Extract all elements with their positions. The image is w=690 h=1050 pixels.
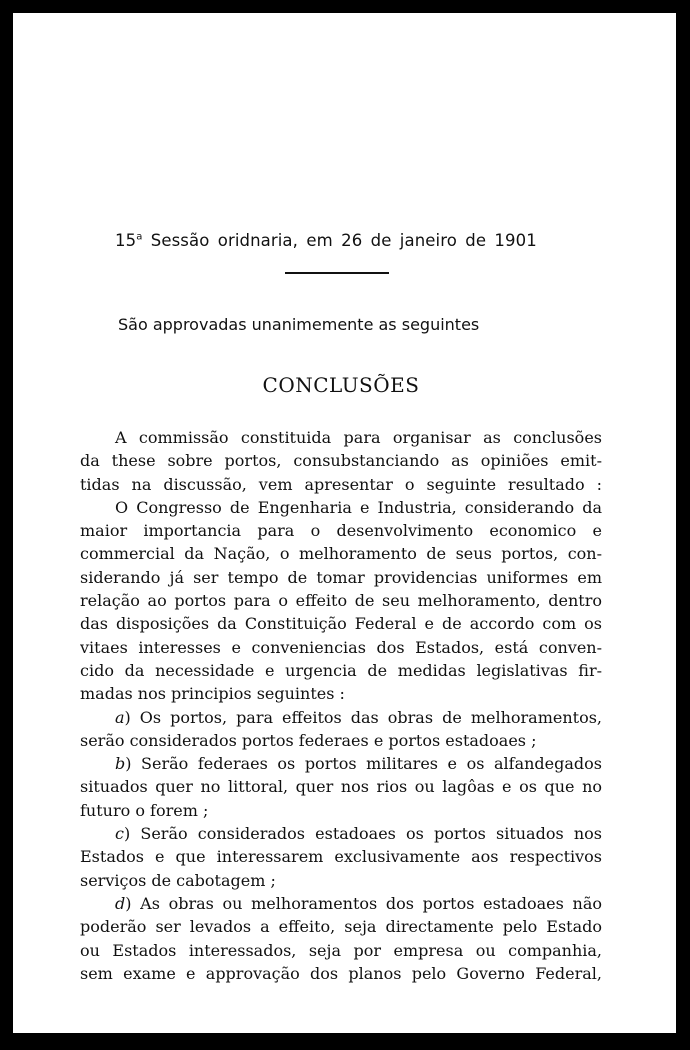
body-text (80, 426, 602, 985)
body-line: serão considerados portos federaes e portos estadoaes ; (80, 730, 537, 750)
body-line: siderando já ser tempo de tomar providencias uniformes em (80, 567, 602, 587)
body-line: futuro o forem ; (80, 800, 209, 820)
body-line: relação ao portos para o effeito de seu melhoramento, dentro (80, 591, 602, 611)
body-line: commercial da Nação, o melhoramento de seus portos, con- (80, 544, 602, 564)
body-line: a) Os portos, para effeitos das obras de melhoramentos, (115, 707, 602, 727)
body-line: ou Estados interessados, seja por empresa ou companhia, (80, 940, 602, 960)
body-line: cido da necessidade e urgencia de medidas legislativas fir- (80, 660, 602, 680)
intro-sentence: São approvadas unanimemente as seguintes (118, 315, 480, 334)
session-number: 15 (115, 231, 137, 250)
body-line: vitaes interesses e conveniencias dos Estados, está conven- (80, 637, 602, 657)
body-line: da these sobre portos, consubstanciando as opiniões emit- (80, 451, 602, 471)
document-page (13, 13, 676, 1033)
section-heading: CONCLUSÕES (262, 373, 420, 397)
body-line: A commissão constituida para organisar as conclusões (115, 428, 602, 447)
body-line: sem exame e approvação dos planos pelo Governo Federal, (80, 963, 602, 983)
body-line: b) Serão federaes os portos militares e os alfandegados (115, 754, 602, 774)
body-line: Estados e que interessarem exclusivamente aos respectivos (80, 847, 602, 867)
body-line: d) As obras ou melhoramentos dos portos estadoaes não (115, 893, 602, 913)
body-line: poderão ser levados a effeito, seja directamente pelo Estado (80, 917, 602, 937)
body-line: madas nos principios seguintes : (80, 684, 345, 704)
session-title-text: Sessão oridnaria, em 26 de janeiro de 1901 (142, 231, 537, 250)
body-line: das disposições da Constituição Federal e de accordo com os (80, 614, 602, 634)
body-line: maior importancia para o desenvolvimento economico e (80, 521, 602, 541)
body-line: c) Serão considerados estadoaes os portos situados nos (115, 824, 602, 844)
divider-rule (285, 272, 389, 274)
body-line: situados quer no littoral, quer nos rios ou lagôas e os que no (80, 777, 602, 797)
session-ordinal-superscript: a (136, 231, 143, 243)
body-line: O Congresso de Engenharia e Industria, considerando da (115, 497, 602, 517)
body-line: tidas na discussão, vem apresentar o seguinte resultado : (80, 474, 602, 494)
session-title (115, 231, 585, 250)
body-line: serviços de cabotagem ; (80, 870, 276, 890)
